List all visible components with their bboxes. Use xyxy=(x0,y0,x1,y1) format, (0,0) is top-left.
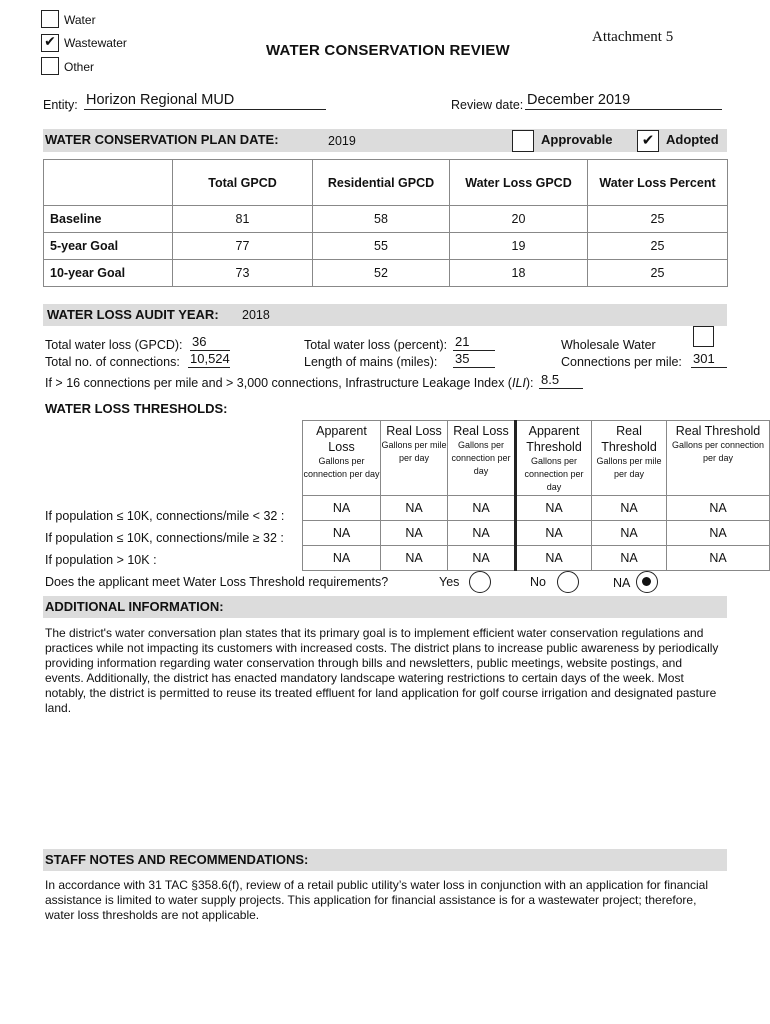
table-cell: NA xyxy=(303,521,381,546)
table-cell: 25 xyxy=(588,260,728,287)
yes-radio[interactable] xyxy=(469,571,491,593)
radio-dot-icon xyxy=(642,577,651,586)
ili-label-italic: ILI xyxy=(511,376,526,390)
table-cell: NA xyxy=(516,546,592,571)
staff-notes-text: In accordance with 31 TAC §358.6(f), review of a retail public utility’s water loss in conjunction with an application for financial assistance is limited to water supply projects. This application for financial assistance is for a wastewater project; therefore, water loss thresholds are not applicable. xyxy=(45,878,709,922)
review-date-field[interactable]: December 2019 xyxy=(525,92,722,110)
entity-field[interactable]: Horizon Regional MUD xyxy=(84,92,326,110)
audit-year-value: 2018 xyxy=(242,308,270,322)
adopted-label: Adopted xyxy=(666,132,719,147)
table-cell: 52 xyxy=(313,260,450,287)
no-label: No xyxy=(530,575,546,589)
threshold-question: Does the applicant meet Water Loss Threshold requirements? xyxy=(45,575,389,589)
row-label-10-year-goal: 10-year Goal xyxy=(44,260,173,287)
table-cell: 73 xyxy=(173,260,313,287)
table-cell: NA xyxy=(667,496,770,521)
table-cell: NA xyxy=(448,521,516,546)
adopted-checkbox[interactable] xyxy=(637,130,659,152)
ili-field[interactable]: 8.5 xyxy=(539,371,583,389)
table-cell: 25 xyxy=(588,206,728,233)
col-sub: Gallons per mile per day xyxy=(596,456,662,479)
water-label: Water xyxy=(64,13,96,27)
col-header xyxy=(516,421,592,496)
gpcd-header-residential: Residential GPCD xyxy=(313,160,450,206)
page-title: WATER CONSERVATION REVIEW xyxy=(266,42,510,59)
staff-notes-bar xyxy=(43,849,727,871)
table-row xyxy=(303,496,770,521)
gpcd-header-blank xyxy=(44,160,173,206)
col-title: Apparent Loss xyxy=(316,424,367,454)
col-header xyxy=(448,421,516,496)
table-cell: NA xyxy=(592,521,667,546)
gpcd-table xyxy=(43,159,728,287)
table-cell: NA xyxy=(381,546,448,571)
mains-field[interactable]: 35 xyxy=(453,350,495,368)
table-cell: NA xyxy=(667,546,770,571)
col-title: Real Loss xyxy=(386,424,442,438)
table-row xyxy=(303,546,770,571)
ili-label-pre: If > 16 connections per mile and > 3,000 connections, Infrastructure Leakage Index ( xyxy=(45,376,512,390)
col-sub: Gallons per mile per day xyxy=(381,440,447,463)
connections-field[interactable]: 10,524 xyxy=(190,351,230,366)
additional-info-bar xyxy=(43,596,727,618)
staff-notes-label: STAFF NOTES AND RECOMMENDATIONS: xyxy=(45,852,309,867)
table-cell: NA xyxy=(381,496,448,521)
col-header xyxy=(303,421,381,496)
row-label-baseline: Baseline xyxy=(44,206,173,233)
entity-label: Entity: xyxy=(43,98,78,112)
row-label-5-year-goal: 5-year Goal xyxy=(44,233,173,260)
table-cell: NA xyxy=(516,496,592,521)
total-loss-gpcd-label: Total water loss (GPCD): xyxy=(45,338,183,352)
table-cell: NA xyxy=(448,496,516,521)
col-title: Real Threshold xyxy=(601,424,657,454)
col-sub: Gallons per connection per day xyxy=(303,456,380,479)
na-label: NA xyxy=(613,576,631,590)
table-row xyxy=(44,260,728,287)
wholesale-checkbox[interactable] xyxy=(693,326,714,347)
table-cell: 58 xyxy=(313,206,450,233)
audit-year-bar xyxy=(43,304,727,326)
plan-date-label: WATER CONSERVATION PLAN DATE: xyxy=(45,132,279,147)
threshold-row-label: If population > 10K : xyxy=(45,553,157,567)
other-label: Other xyxy=(64,60,95,74)
additional-info-text: The district's water conversation plan states that its primary goal is to implement efficient water conservation regulations and practices while not impacting its customers with increased costs. The district plans to increase public awareness by periodically providing information regarding water conservation through bills and newsletters, public meetings, website postings, and events. Additionally, the district has enacted mandatory landscape watering restrictions to certain days of the week. Most notably, the district is permitted to reuse its treated effluent for land application for golf course irrigation and designated pasture land. xyxy=(45,626,719,715)
col-title: Real Threshold xyxy=(675,424,761,438)
gpcd-header-water-loss-percent: Water Loss Percent xyxy=(588,160,728,206)
table-cell: NA xyxy=(448,546,516,571)
table-cell: 25 xyxy=(588,233,728,260)
audit-year-label: WATER LOSS AUDIT YEAR: xyxy=(47,307,219,322)
ili-label xyxy=(45,376,534,390)
table-cell: 20 xyxy=(450,206,588,233)
water-checkbox[interactable] xyxy=(41,10,59,28)
col-header xyxy=(381,421,448,496)
table-cell: NA xyxy=(516,521,592,546)
plan-date-value: 2019 xyxy=(328,134,356,148)
table-cell: NA xyxy=(592,496,667,521)
table-cell: NA xyxy=(667,521,770,546)
conn-per-mile-label: Connections per mile: xyxy=(561,355,682,369)
col-sub: Gallons per connection per day xyxy=(451,440,511,476)
other-checkbox[interactable] xyxy=(41,57,59,75)
review-date-label: Review date: xyxy=(451,98,524,112)
table-cell: 81 xyxy=(173,206,313,233)
col-title: Real Loss xyxy=(453,424,509,438)
col-header xyxy=(592,421,667,496)
col-sub: Gallons per connection per day xyxy=(524,456,584,492)
thresholds-table xyxy=(302,420,770,571)
col-sub: Gallons per connection per day xyxy=(671,440,765,463)
table-cell: 77 xyxy=(173,233,313,260)
approvable-checkbox[interactable] xyxy=(512,130,534,152)
threshold-row-label: If population ≤ 10K, connections/mile < 32 : xyxy=(45,509,285,523)
table-cell: NA xyxy=(303,546,381,571)
table-row xyxy=(303,521,770,546)
table-cell: NA xyxy=(303,496,381,521)
table-row xyxy=(44,206,728,233)
conn-per-mile-field[interactable]: 301 xyxy=(691,350,727,368)
yes-label: Yes xyxy=(439,575,460,589)
total-loss-gpcd-field[interactable]: 36 xyxy=(190,333,230,351)
table-cell: NA xyxy=(592,546,667,571)
checkmark-icon: ✔ xyxy=(44,34,56,50)
additional-info-label: ADDITIONAL INFORMATION: xyxy=(45,599,224,614)
gpcd-header-total: Total GPCD xyxy=(173,160,313,206)
gpcd-header-water-loss: Water Loss GPCD xyxy=(450,160,588,206)
total-loss-pct-field[interactable]: 21 xyxy=(453,333,495,351)
threshold-row-label: If population ≤ 10K, connections/mile ≥ 32 : xyxy=(45,531,284,545)
table-cell: 18 xyxy=(450,260,588,287)
na-radio[interactable] xyxy=(636,571,658,593)
checkmark-icon: ✔ xyxy=(641,131,655,149)
table-row xyxy=(44,233,728,260)
total-loss-pct-label: Total water loss (percent): xyxy=(304,338,448,352)
gpcd-header-row xyxy=(44,160,728,206)
thresholds-header-row xyxy=(303,421,770,496)
ili-label-post: ): xyxy=(525,376,534,390)
col-title: Apparent Threshold xyxy=(526,424,582,454)
table-cell: NA xyxy=(381,521,448,546)
connections-label: Total no. of connections: xyxy=(45,355,180,369)
wastewater-label: Wastewater xyxy=(64,36,127,50)
table-cell: 55 xyxy=(313,233,450,260)
no-radio[interactable] xyxy=(557,571,579,593)
col-header xyxy=(667,421,770,496)
thresholds-heading: WATER LOSS THRESHOLDS: xyxy=(45,401,228,416)
wholesale-label: Wholesale Water xyxy=(561,338,656,352)
wastewater-checkbox[interactable] xyxy=(41,34,59,52)
approvable-label: Approvable xyxy=(541,132,613,147)
attachment-label: Attachment 5 xyxy=(592,29,674,45)
mains-label: Length of mains (miles): xyxy=(304,355,438,369)
plan-date-bar xyxy=(43,129,727,152)
table-cell: 19 xyxy=(450,233,588,260)
